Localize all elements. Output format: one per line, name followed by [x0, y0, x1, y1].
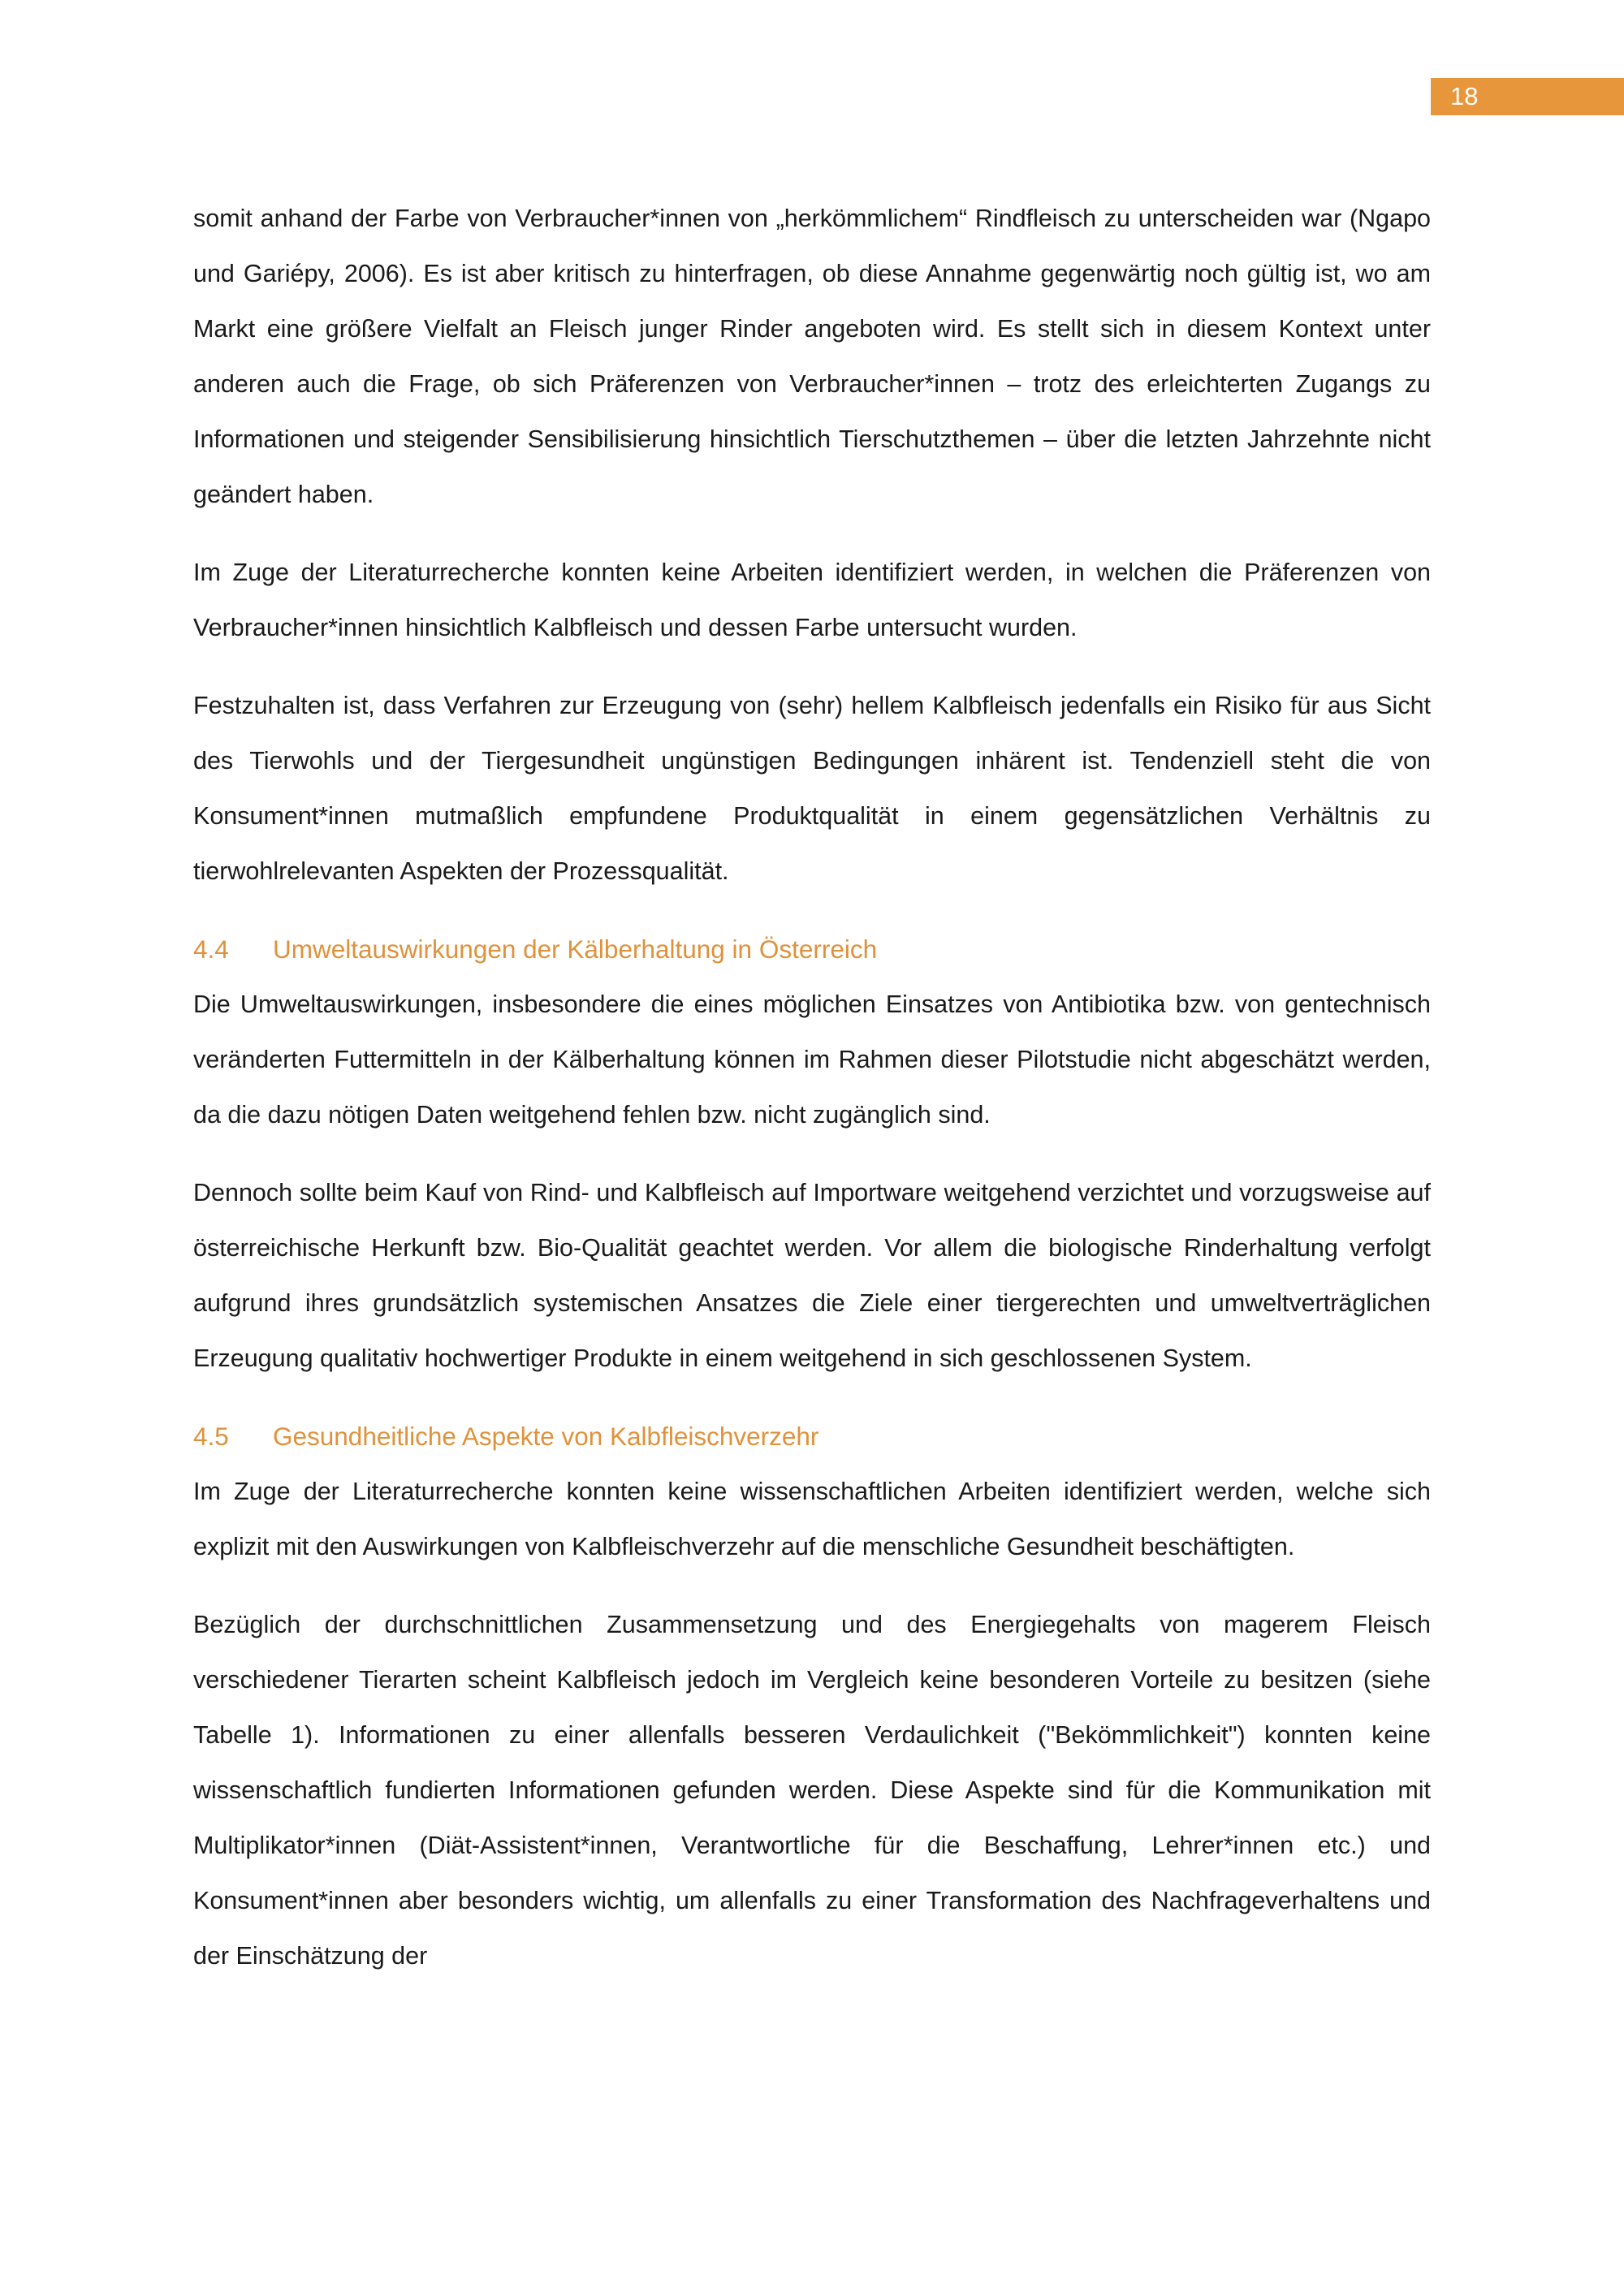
document-body [193, 191, 1431, 2006]
section-heading-4-5 [193, 1409, 1431, 1464]
paragraph-literature-search-preferences: Im Zuge der Literaturrecherche konnten keine Arbeiten identifiziert werden, in welchen die Präferenzen von Verbraucher*innen hinsichtlich Kalbfleisch und dessen Farbe untersucht wurden. [193, 559, 1431, 641]
section-title-4-4: Umweltauswirkungen der Kälberhaltung in Österreich [273, 934, 878, 964]
section-title-4-5: Gesundheitliche Aspekte von Kalbfleischverzehr [273, 1422, 819, 1451]
paragraph-animal-welfare-risk: Festzuhalten ist, dass Verfahren zur Erzeugung von (sehr) hellem Kalbfleisch jedenfalls ein Risiko für aus Sicht des Tierwohls und der Tiergesundheit ungünstigen Bedingungen inhärent ist. Tendenziell steht die von Konsument*innen mutmaßlich empfundene Produktqualität in einem gegensätzlichen Verhältnis zu tierwohlrelevanten Aspekten der Prozessqualität. [193, 692, 1431, 885]
section-number-4-5: 4.5 [193, 1422, 229, 1451]
paragraph-nutritional-comparison: Bezüglich der durchschnittlichen Zusammensetzung und des Energiegehalts von magerem Fleisch verschiedener Tierarten scheint Kalbfleisch jedoch im Vergleich keine besonderen Vorteile zu besitzen (siehe Tabelle 1). Informationen zu einer allenfalls besseren Verdaulichkeit ("Bekömmlichkeit") konnten keine wissenschaftlich fundierten Informationen gefunden werden. Diese Aspekte sind für die Kommunikation mit Multiplikator*innen (Diät-Assistent*innen, Verantwortliche für die Beschaffung, Lehrer*innen etc.) und Konsument*innen aber besonders wichtig, um allenfalls zu einer Transformation des Nachfrageverhaltens und der Einschätzung der [193, 1611, 1431, 1970]
paragraph-environmental-impacts: Die Umweltauswirkungen, insbesondere die eines möglichen Einsatzes von Antibiotika bzw. von gentechnisch veränderten Futtermitteln in der Kälberhaltung können im Rahmen dieser Pilotstudie nicht abgeschätzt werden, da die dazu nötigen Daten weitgehend fehlen bzw. nicht zugänglich sind. [193, 990, 1431, 1129]
page-number-badge [1431, 78, 1624, 115]
paragraph-veal-color-preference: somit anhand der Farbe von Verbraucher*innen von „herkömmlichem“ Rindfleisch zu unterscheiden war (Ngapo und Gariépy, 2006). Es ist aber kritisch zu hinterfragen, ob diese Annahme gegenwärtig noch gültig ist, wo am Markt eine größere Vielfalt an Fleisch junger Rinder angeboten wird. Es stellt sich in diesem Kontext unter anderen auch die Frage, ob sich Präferenzen von Verbraucher*innen – trotz des erleichterten Zugangs zu Informationen und steigender Sensibilisierung hinsichtlich Tierschutzthemen – über die letzten Jahrzehnte nicht geändert haben. [193, 205, 1431, 508]
page-number: 18 [1450, 82, 1479, 110]
paragraph-health-literature: Im Zuge der Literaturrecherche konnten keine wissenschaftlichen Arbeiten identifiziert werden, welche sich explizit mit den Auswirkungen von Kalbfleischverzehr auf die menschliche Gesundheit beschäftigten. [193, 1478, 1431, 1560]
section-number-4-4: 4.4 [193, 934, 229, 964]
paragraph-import-recommendation: Dennoch sollte beim Kauf von Rind- und Kalbfleisch auf Importware weitgehend verzichtet und vorzugsweise auf österreichische Herkunft bzw. Bio-Qualität geachtet werden. Vor allem die biologische Rinderhaltung verfolgt aufgrund ihres grundsätzlich systemischen Ansatzes die Ziele einer tiergerechten und umweltverträglichen Erzeugung qualitativ hochwertiger Produkte in einem weitgehend in sich geschlossenen System. [193, 1179, 1431, 1372]
section-heading-4-4 [193, 921, 1431, 977]
